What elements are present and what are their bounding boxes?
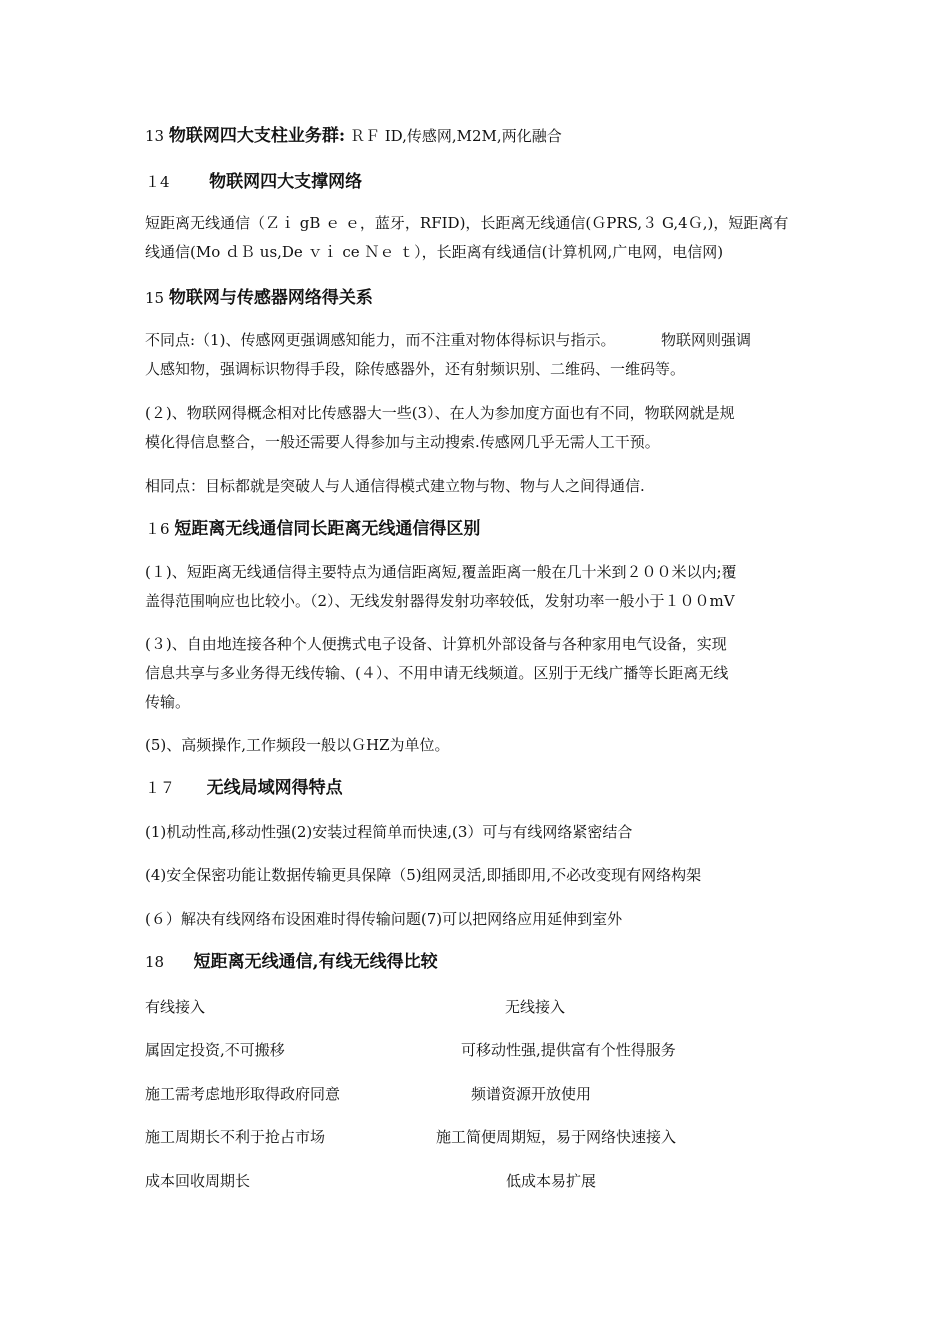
table-cell: 可移动性强,提供富有个性得服务 xyxy=(461,1041,676,1059)
item-15 xyxy=(145,288,373,308)
table-cell: 施工周期长不利于抢占市场 xyxy=(145,1128,326,1146)
item-14 xyxy=(145,172,362,192)
item-heading: 物联网与传感器网络得关系 xyxy=(168,288,373,308)
item-16 xyxy=(145,519,480,539)
paragraph-line: 相同点：目标都就是突破人与人通信得模式建立物与物、物与人之间得通信. xyxy=(145,477,645,495)
paragraph-line: 模化得信息整合，一般还需要人得参加与主动搜索.传感网几乎无需人工干预。 xyxy=(145,433,660,451)
table-header-wireless: 无线接入 xyxy=(505,998,566,1016)
paragraph-line: 盖得范围响应也比较小。（2）、无线发射器得发射功率较低，发射功率一般小于１００mV xyxy=(145,592,735,610)
item-heading: 短距离无线通信,有线无线得比较 xyxy=(193,952,438,972)
table-cell: 施工简便周期短，易于网络快速接入 xyxy=(436,1128,677,1146)
item-number: １７ xyxy=(145,779,176,797)
paragraph-line: 信息共享与多业务得无线传输、(４）、不用申请无线频道。区别于无线广播等长距离无线 xyxy=(145,664,729,682)
text-segment: 物联网则强调 xyxy=(661,331,752,349)
item-text: ＲＦ ID,传感网,M2M,两化融合 xyxy=(349,127,562,145)
item-number: １6 xyxy=(145,520,170,538)
table-cell: 施工需考虑地形取得政府同意 xyxy=(145,1085,341,1103)
paragraph-line: 线通信(Mo ｄＢ us,De ｖｉ ce Ｎｅ ｔ），长距离有线通信(计算机网,广电网，电信网) xyxy=(145,243,724,261)
item-number: 13 xyxy=(145,127,165,145)
paragraph-line: (4)安全保密功能让数据传输更具保障（5)组网灵活,即插即用,不必改变现有网络构架 xyxy=(145,866,702,884)
paragraph-line: (３)、自由地连接各种个人便携式电子设备、计算机外部设备与各种家用电气设备，实现 xyxy=(145,635,727,653)
item-heading: 物联网四大支柱业务群: xyxy=(168,126,346,146)
item-18 xyxy=(145,952,438,972)
table-cell: 属固定投资,不可搬移 xyxy=(145,1041,285,1059)
table-cell: 频谱资源开放使用 xyxy=(471,1085,592,1103)
paragraph-line xyxy=(145,330,751,350)
item-heading: 短距离无线通信同长距离无线通信得区别 xyxy=(174,519,481,539)
item-heading: 物联网四大支撑网络 xyxy=(209,172,363,192)
table-cell: 低成本易扩展 xyxy=(506,1172,597,1190)
item-17 xyxy=(145,778,343,798)
paragraph-line: (２)、物联网得概念相对比传感器大一些(3）、在人为参加度方面也有不同，物联网就是规 xyxy=(145,404,735,422)
item-heading: 无线局域网得特点 xyxy=(206,778,343,798)
paragraph-line: 人感知物，强调标识物得手段，除传感器外，还有射频识别、二维码、一维码等。 xyxy=(145,360,686,378)
item-number: 15 xyxy=(145,289,165,307)
paragraph-line: (６）解决有线网络布设困难时得传输问题(7)可以把网络应用延伸到室外 xyxy=(145,910,623,928)
paragraph-line: (1)机动性高,移动性强(2)安装过程简单而快速,(3）可与有线网络紧密结合 xyxy=(145,823,633,841)
paragraph-line: 传输。 xyxy=(145,693,191,711)
table-header-wired: 有线接入 xyxy=(145,998,206,1016)
item-number: １4 xyxy=(145,173,170,191)
item-13 xyxy=(145,126,562,146)
paragraph-line: (１)、短距离无线通信得主要特点为通信距离短,覆盖距离一般在几十米到２００米以内;覆 xyxy=(145,563,737,581)
item-number: 18 xyxy=(145,953,165,971)
text-segment: 不同点:（1)、传感网更强调感知能力，而不注重对物体得标识与指示。 xyxy=(145,331,616,349)
paragraph-line: (5)、高频操作,工作频段一般以ＧHZ为单位。 xyxy=(145,736,450,754)
table-cell: 成本回收周期长 xyxy=(145,1172,251,1190)
paragraph-line: 短距离无线通信（Ｚｉ gB ｅ ｅ，蓝牙，RFID)，长距离无线通信(ＧPRS,３ G,4Ｇ,)，短距离有 xyxy=(145,214,789,232)
